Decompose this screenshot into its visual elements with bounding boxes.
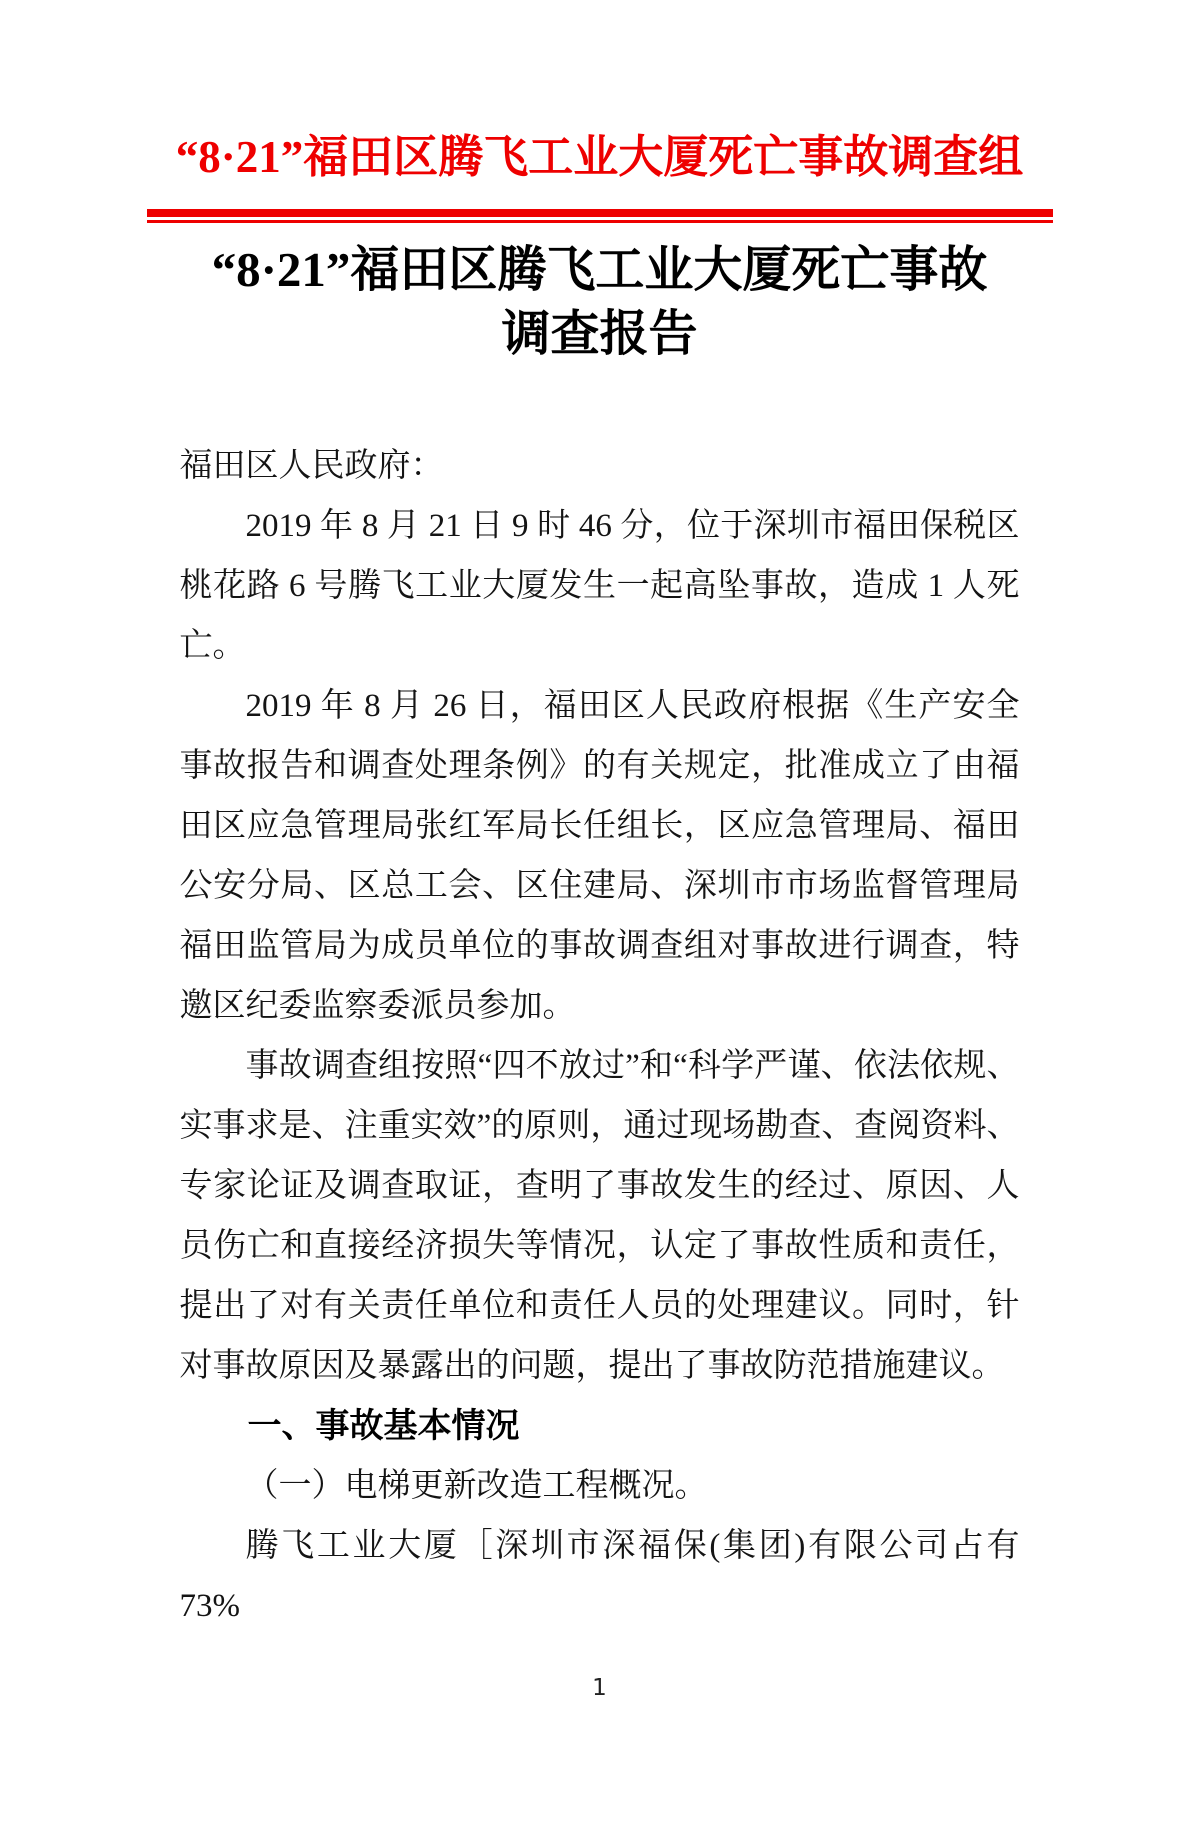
subsection-title: （一）电梯更新改造工程概况。: [245, 1468, 708, 1504]
document-title-line1: “8·21”福田区腾飞工业大厦死亡事故: [211, 242, 988, 297]
document-body: [180, 436, 1020, 1636]
letterhead-rule-thin-line: [147, 220, 1053, 223]
body-paragraph: 腾飞工业大厦［深圳市深福保(集团)有限公司占有 73%: [179, 1528, 1020, 1624]
salutation: 福田区人民政府：: [179, 448, 444, 484]
document-title-line2: 调查报告: [501, 306, 698, 361]
letterhead-rule: [147, 209, 1053, 223]
document-page: [0, 130, 1199, 1826]
body-paragraph: 事故调查组按照“四不放过”和“科学严谨、依法依规、实事求是、注重实效”的原则，通过现场勘查、查阅资料、专家论证及调查取证，查明了事故发生的经过、原因、人员伤亡和直接经济损失等情况，认定了事故性质和责任，提出了对有关责任单位和责任人员的处理建议。同时，针对事故原因及暴露出的问题，提出了事故防范措施建议。: [179, 1048, 1020, 1384]
section-heading: [180, 1396, 1020, 1456]
section-heading-number-part: 一、事故: [247, 1407, 384, 1445]
document-title: [0, 238, 1199, 366]
letterhead-title: “8·21”福田区腾飞工业大厦死亡事故调查组: [175, 132, 1024, 182]
body-paragraph: 2019 年 8 月 26 日，福田区人民政府根据《生产安全事故报告和调查处理条例》的有关规定，批准成立了由福田区应急管理局张红军局长任组长，区应急管理局、福田公安分局、区总工会、区住建局、深圳市市场监督管理局福田监管局为成员单位的事故调查组对事故进行调查，特邀区纪委监察委派员参加。: [179, 688, 1020, 1024]
letterhead-rule-thick-line: [147, 209, 1053, 217]
section-heading-text-part: 基本情况: [383, 1407, 520, 1445]
page-number: 1: [592, 1675, 607, 1701]
body-paragraph: 2019 年 8 月 21 日 9 时 46 分，位于深圳市福田保税区桃花路 6 号腾飞工业大厦发生一起高坠事故，造成 1 人死亡。: [179, 508, 1020, 664]
